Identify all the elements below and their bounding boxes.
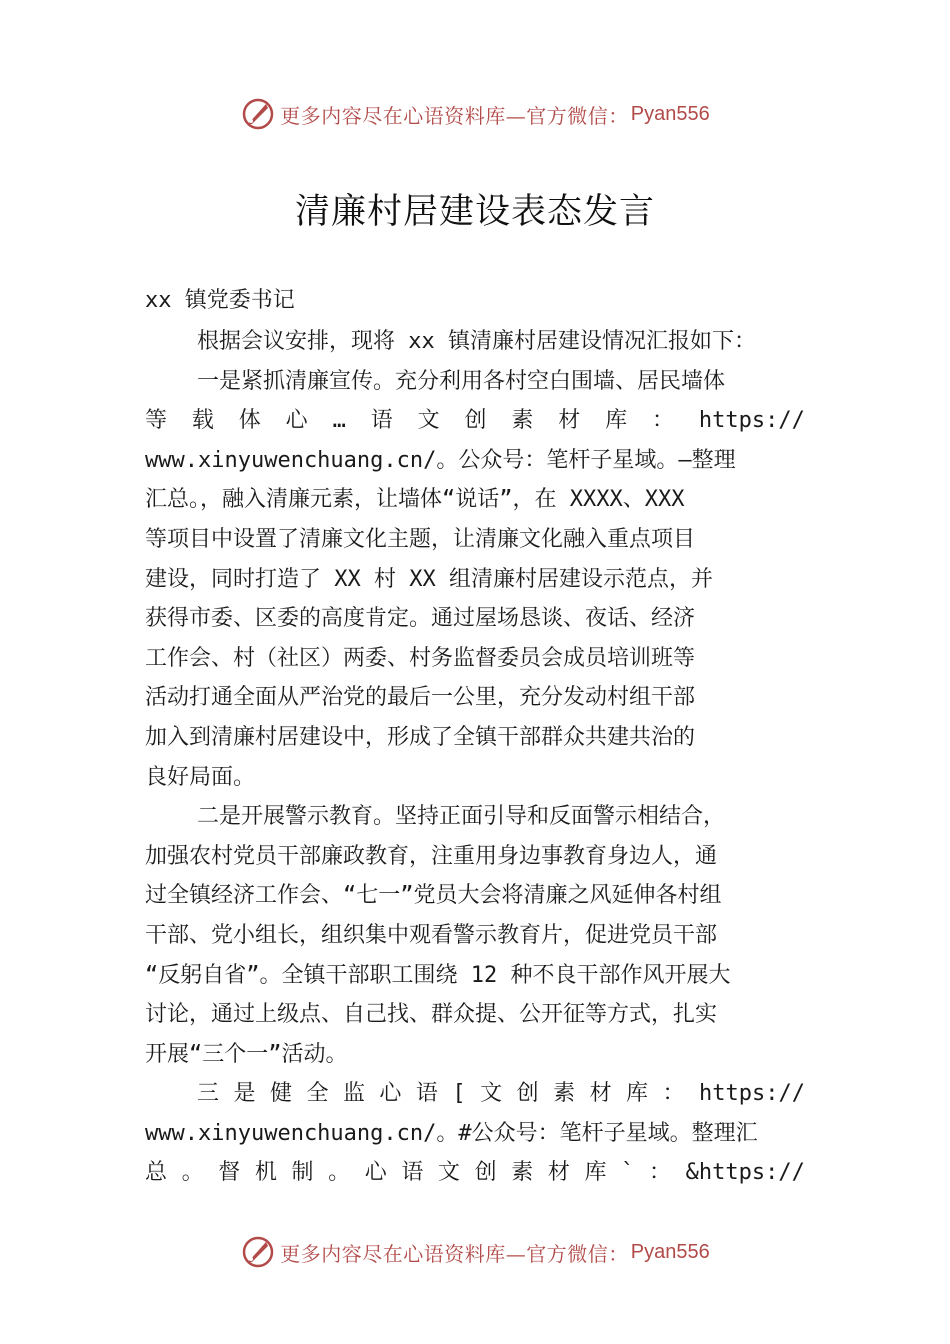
body-token: 监 [342,1081,365,1107]
body-token: 创 [474,1160,497,1186]
body-token: 库 [584,1160,607,1186]
document-title: 清廉村居建设表态发言 [294,192,655,232]
body-line: 讨论，通过上级点、自己找、群众提、公开征等方式，扎实 [145,1002,718,1028]
header-banner [0,94,950,134]
body-token: 全 [306,1081,329,1107]
body-token: 文 [438,1160,461,1186]
body-token: 督 [218,1160,241,1186]
body-line: 建设，同时打造了 XX 村 XX 组清廉村居建设示范点，并 [145,566,713,592]
banner-wechat-id: Pyan556 [630,102,710,125]
body-token: 语 [370,408,393,434]
body-token: 机 [254,1160,277,1186]
body-line: 活动打通全面从严治党的最后一公里，充分发动村组干部 [145,685,696,711]
body-token: ： [652,408,675,434]
body-line: 加入到清廉村居建设中，形成了全镇干部群众共建共治的 [145,724,696,750]
body-token: 库 [605,408,628,434]
body-token: 材 [547,1160,570,1186]
body-line: “反躬自省”。全镇干部职工围绕 12 种不良干部作风开展大 [145,962,731,988]
banner-brand-text: 更多内容尽在心语资料库—官方微信： [280,103,629,128]
body-line: 等项目中设置了清廉文化主题，让清廉文化融入重点项目 [145,526,696,552]
body-token: 语 [401,1160,424,1186]
body-line: 汇总。，融入清廉元素，让墙体“说话”，在 XXXX、XXX [145,487,685,513]
body-token: 载 [191,408,214,434]
body-line: 开展“三个一”活动。 [145,1041,348,1067]
body-token: 文 [417,408,440,434]
body-token: 材 [589,1081,612,1107]
body-token: ： [662,1081,685,1107]
body-token: 体 [238,408,261,434]
footer-banner [0,1232,950,1272]
body-token: 素 [511,1160,534,1186]
body-line: 获得市委、区委的高度肯定。通过屋场恳谈、夜话、经济 [145,606,696,632]
body-token: 心 [285,408,308,434]
body-line: 根据会议安排，现将 xx 镇清廉村居建设情况汇报如下： [197,329,756,354]
body-token: 创 [516,1081,539,1107]
body-line: 过全镇经济工作会、“七一”党员大会将清廉之风延伸各村组 [145,883,722,909]
body-line: 良好局面。 [145,764,256,790]
body-token: [ [452,1081,466,1107]
body-token: 素 [553,1081,576,1107]
body-token: 语 [415,1081,438,1107]
body-token: 。 [181,1160,204,1186]
body-token: 。 [328,1160,351,1186]
body-token: https:// [698,408,805,434]
banner-wechat-id: Pyan556 [630,1240,710,1263]
quill-logo-icon [240,1234,276,1270]
body-line: 干部、党小组长，组织集中观看警示教育片，促进党员干部 [145,922,718,948]
body-line: www.xinyuwenchuang.cn/。公众号：笔杆子星域。—整理 [145,447,736,473]
body-token: 材 [558,408,581,434]
body-token: 库 [626,1081,649,1107]
body-line: 二是开展警示教育。坚持正面引导和反面警示相结合， [197,804,726,830]
document-author: xx 镇党委书记 [145,288,295,313]
body-token: 心 [364,1160,387,1186]
body-token: 素 [511,408,534,434]
body-line [145,1153,805,1193]
body-token: 制 [291,1160,314,1186]
body-token: … [332,408,346,434]
body-token: 等 [145,408,168,434]
body-line: www.xinyuwenchuang.cn/。#公众号：笔杆子星域。整理汇 [145,1120,758,1146]
body-token: &https:// [685,1160,805,1186]
body-line [145,1074,805,1114]
body-line: 加强农村党员干部廉政教育，注重用身边事教育身边人，通 [145,843,718,869]
document-body [145,322,805,1193]
body-token: ` [621,1160,635,1186]
body-token: 三 [197,1081,220,1107]
body-token: 文 [480,1081,503,1107]
body-line [145,401,805,441]
body-line: 一是紧抓清廉宣传。充分利用各村空白围墙、居民墙体 [197,368,726,394]
body-token: 健 [269,1081,292,1107]
banner-brand-text: 更多内容尽在心语资料库—官方微信： [280,1241,629,1266]
body-token: 创 [464,408,487,434]
quill-logo-icon [240,96,276,132]
body-line: 工作会、村（社区）两委、村务监督委员会成员培训班等 [145,645,696,671]
body-token: https:// [699,1081,805,1107]
body-token: 总 [145,1160,168,1186]
body-token: 心 [379,1081,402,1107]
body-token: ： [648,1160,671,1186]
body-token: 是 [233,1081,256,1107]
